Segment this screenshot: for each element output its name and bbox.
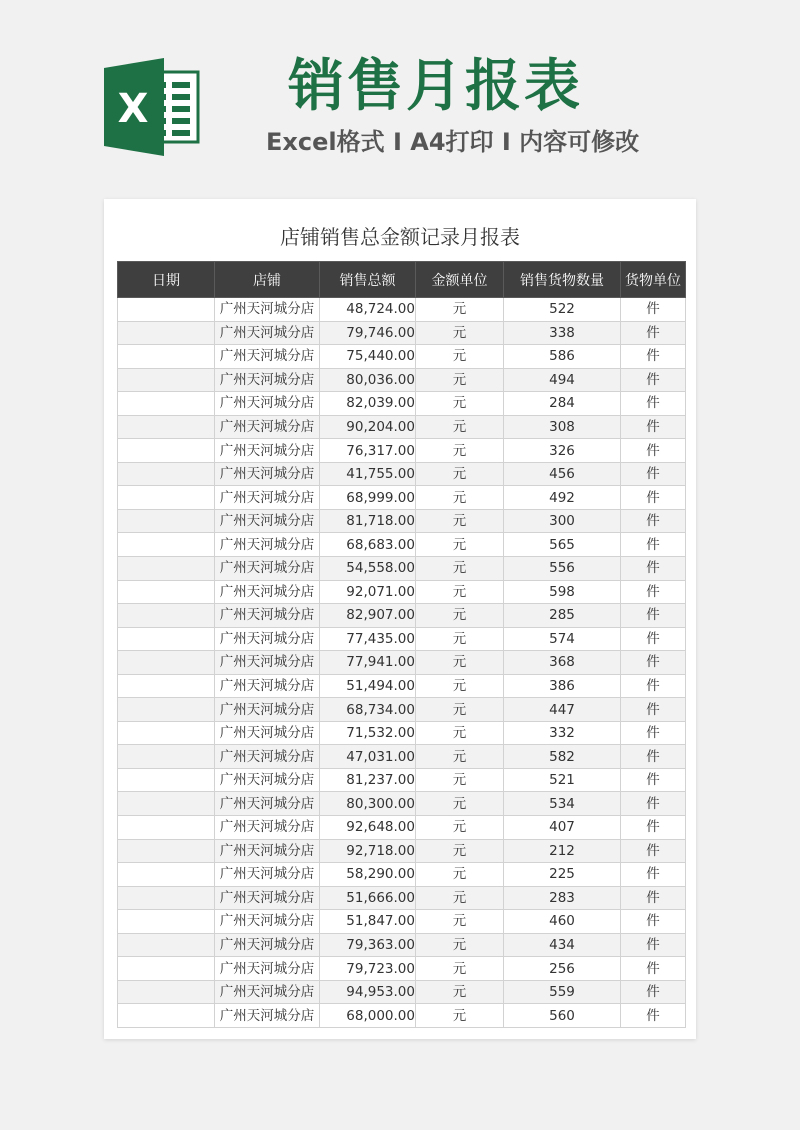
- cell-quantity-unit[interactable]: 件: [621, 721, 686, 745]
- cell-quantity-unit[interactable]: 件: [621, 933, 686, 957]
- cell-date[interactable]: [118, 580, 215, 604]
- table-header-row: [118, 262, 686, 298]
- cell-amount-unit[interactable]: 元: [416, 627, 504, 651]
- table-row: [118, 816, 686, 840]
- cell-amount-unit[interactable]: 元: [416, 486, 504, 510]
- cell-store[interactable]: 广州天河城分店: [215, 604, 320, 628]
- cell-quantity[interactable]: 326: [504, 439, 621, 463]
- cell-store[interactable]: 广州天河城分店: [215, 533, 320, 557]
- cell-quantity[interactable]: 386: [504, 674, 621, 698]
- table-row: [118, 580, 686, 604]
- cell-store[interactable]: 广州天河城分店: [215, 768, 320, 792]
- table-row: [118, 980, 686, 1004]
- cell-amount[interactable]: 75,440.00: [320, 345, 416, 369]
- cell-quantity[interactable]: 521: [504, 768, 621, 792]
- cell-date[interactable]: [118, 368, 215, 392]
- cell-date[interactable]: [118, 415, 215, 439]
- cell-quantity-unit[interactable]: 件: [621, 745, 686, 769]
- cell-quantity[interactable]: 212: [504, 839, 621, 863]
- excel-logo-letter: X: [117, 86, 149, 132]
- cell-date[interactable]: [118, 1004, 215, 1028]
- cell-amount-unit[interactable]: 元: [416, 345, 504, 369]
- cell-amount-unit[interactable]: 元: [416, 768, 504, 792]
- table-row: [118, 886, 686, 910]
- table-body: [118, 298, 686, 1028]
- cell-quantity-unit[interactable]: 件: [621, 768, 686, 792]
- cell-date[interactable]: [118, 557, 215, 581]
- cell-quantity[interactable]: 494: [504, 368, 621, 392]
- table-row: [118, 745, 686, 769]
- cell-store[interactable]: 广州天河城分店: [215, 792, 320, 816]
- cell-amount[interactable]: 68,683.00: [320, 533, 416, 557]
- table-row: [118, 863, 686, 887]
- cell-store[interactable]: 广州天河城分店: [215, 674, 320, 698]
- cell-date[interactable]: [118, 698, 215, 722]
- cell-quantity-unit[interactable]: 件: [621, 439, 686, 463]
- cell-amount[interactable]: 94,953.00: [320, 980, 416, 1004]
- cell-quantity[interactable]: 308: [504, 415, 621, 439]
- cell-amount[interactable]: 92,071.00: [320, 580, 416, 604]
- cell-store[interactable]: 广州天河城分店: [215, 580, 320, 604]
- cell-store[interactable]: 广州天河城分店: [215, 439, 320, 463]
- table-row: [118, 533, 686, 557]
- cell-quantity-unit[interactable]: 件: [621, 839, 686, 863]
- cell-amount-unit[interactable]: 元: [416, 792, 504, 816]
- cell-store[interactable]: 广州天河城分店: [215, 509, 320, 533]
- cell-date[interactable]: [118, 839, 215, 863]
- cell-date[interactable]: [118, 345, 215, 369]
- cell-quantity[interactable]: 283: [504, 886, 621, 910]
- column-header-quantity: 销售货物数量: [504, 262, 621, 298]
- cell-amount[interactable]: 79,363.00: [320, 933, 416, 957]
- cell-amount-unit[interactable]: 元: [416, 462, 504, 486]
- cell-quantity-unit[interactable]: 件: [621, 557, 686, 581]
- cell-date[interactable]: [118, 768, 215, 792]
- cell-quantity[interactable]: 407: [504, 816, 621, 840]
- cell-store[interactable]: 广州天河城分店: [215, 980, 320, 1004]
- cell-quantity-unit[interactable]: 件: [621, 392, 686, 416]
- cell-date[interactable]: [118, 674, 215, 698]
- table-row: [118, 839, 686, 863]
- cell-quantity[interactable]: 534: [504, 792, 621, 816]
- cell-amount-unit[interactable]: 元: [416, 816, 504, 840]
- cell-amount[interactable]: 82,039.00: [320, 392, 416, 416]
- cell-amount[interactable]: 79,723.00: [320, 957, 416, 981]
- cell-quantity-unit[interactable]: 件: [621, 321, 686, 345]
- cell-store[interactable]: 广州天河城分店: [215, 368, 320, 392]
- cell-date[interactable]: [118, 745, 215, 769]
- cell-date[interactable]: [118, 604, 215, 628]
- cell-quantity-unit[interactable]: 件: [621, 486, 686, 510]
- cell-store[interactable]: 广州天河城分店: [215, 415, 320, 439]
- table-row: [118, 651, 686, 675]
- cell-quantity-unit[interactable]: 件: [621, 509, 686, 533]
- cell-store[interactable]: 广州天河城分店: [215, 721, 320, 745]
- subtitle: Excel格式 I A4打印 I 内容可修改: [266, 128, 640, 156]
- cell-store[interactable]: 广州天河城分店: [215, 462, 320, 486]
- cell-quantity-unit[interactable]: 件: [621, 816, 686, 840]
- cell-quantity[interactable]: 460: [504, 910, 621, 934]
- cell-quantity[interactable]: 556: [504, 557, 621, 581]
- column-header-amount-unit: 金额单位: [416, 262, 504, 298]
- cell-amount[interactable]: 51,666.00: [320, 886, 416, 910]
- cell-quantity-unit[interactable]: 件: [621, 957, 686, 981]
- cell-quantity[interactable]: 447: [504, 698, 621, 722]
- cell-store[interactable]: 广州天河城分店: [215, 557, 320, 581]
- cell-quantity[interactable]: 492: [504, 486, 621, 510]
- table-row: [118, 698, 686, 722]
- table-row: [118, 933, 686, 957]
- cell-store[interactable]: 广州天河城分店: [215, 933, 320, 957]
- column-header-store: 店铺: [215, 262, 320, 298]
- cell-quantity-unit[interactable]: 件: [621, 604, 686, 628]
- cell-quantity[interactable]: 582: [504, 745, 621, 769]
- cell-amount-unit[interactable]: 元: [416, 321, 504, 345]
- cell-amount[interactable]: 92,648.00: [320, 816, 416, 840]
- cell-amount-unit[interactable]: 元: [416, 933, 504, 957]
- cell-quantity-unit[interactable]: 件: [621, 674, 686, 698]
- cell-amount[interactable]: 77,941.00: [320, 651, 416, 675]
- cell-amount[interactable]: 58,290.00: [320, 863, 416, 887]
- cell-quantity-unit[interactable]: 件: [621, 1004, 686, 1028]
- cell-store[interactable]: 广州天河城分店: [215, 839, 320, 863]
- cell-amount[interactable]: 47,031.00: [320, 745, 416, 769]
- cell-store[interactable]: 广州天河城分店: [215, 486, 320, 510]
- table-row: [118, 345, 686, 369]
- cell-amount[interactable]: 76,317.00: [320, 439, 416, 463]
- cell-amount[interactable]: 80,300.00: [320, 792, 416, 816]
- cell-amount-unit[interactable]: 元: [416, 298, 504, 322]
- table-row: [118, 627, 686, 651]
- cell-date[interactable]: [118, 627, 215, 651]
- cell-amount-unit[interactable]: 元: [416, 980, 504, 1004]
- cell-quantity-unit[interactable]: 件: [621, 298, 686, 322]
- table-row: [118, 721, 686, 745]
- table-row: [118, 1004, 686, 1028]
- cell-amount-unit[interactable]: 元: [416, 957, 504, 981]
- cell-quantity-unit[interactable]: 件: [621, 863, 686, 887]
- main-title: 销售月报表: [288, 54, 583, 119]
- cell-store[interactable]: 广州天河城分店: [215, 345, 320, 369]
- column-header-quantity-unit: 货物单位: [621, 262, 686, 298]
- cell-amount[interactable]: 90,204.00: [320, 415, 416, 439]
- cell-date[interactable]: [118, 980, 215, 1004]
- cell-store[interactable]: 广州天河城分店: [215, 886, 320, 910]
- cell-quantity-unit[interactable]: 件: [621, 651, 686, 675]
- cell-amount-unit[interactable]: 元: [416, 698, 504, 722]
- cell-store[interactable]: 广州天河城分店: [215, 863, 320, 887]
- cell-quantity[interactable]: 284: [504, 392, 621, 416]
- cell-quantity[interactable]: 560: [504, 1004, 621, 1028]
- cell-amount-unit[interactable]: 元: [416, 651, 504, 675]
- cell-quantity[interactable]: 522: [504, 298, 621, 322]
- cell-amount[interactable]: 41,755.00: [320, 462, 416, 486]
- cell-quantity-unit[interactable]: 件: [621, 345, 686, 369]
- table-row: [118, 439, 686, 463]
- cell-amount-unit[interactable]: 元: [416, 415, 504, 439]
- cell-date[interactable]: [118, 486, 215, 510]
- cell-amount-unit[interactable]: 元: [416, 863, 504, 887]
- table-row: [118, 910, 686, 934]
- sheet-title: 店铺销售总金额记录月报表: [280, 225, 520, 249]
- cell-date[interactable]: [118, 298, 215, 322]
- cell-amount[interactable]: 54,558.00: [320, 557, 416, 581]
- table-row: [118, 674, 686, 698]
- cell-amount-unit[interactable]: 元: [416, 557, 504, 581]
- table-row: [118, 415, 686, 439]
- cell-date[interactable]: [118, 462, 215, 486]
- cell-amount[interactable]: 68,000.00: [320, 1004, 416, 1028]
- cell-amount-unit[interactable]: 元: [416, 604, 504, 628]
- table-row: [118, 462, 686, 486]
- cell-amount-unit[interactable]: 元: [416, 509, 504, 533]
- cell-quantity[interactable]: 434: [504, 933, 621, 957]
- cell-store[interactable]: 广州天河城分店: [215, 627, 320, 651]
- cell-amount-unit[interactable]: 元: [416, 392, 504, 416]
- cell-quantity-unit[interactable]: 件: [621, 627, 686, 651]
- table-row: [118, 768, 686, 792]
- cell-date[interactable]: [118, 933, 215, 957]
- cell-date[interactable]: [118, 957, 215, 981]
- cell-quantity[interactable]: 368: [504, 651, 621, 675]
- table-row: [118, 298, 686, 322]
- cell-quantity[interactable]: 456: [504, 462, 621, 486]
- cell-store[interactable]: 广州天河城分店: [215, 298, 320, 322]
- cell-store[interactable]: 广州天河城分店: [215, 957, 320, 981]
- cell-date[interactable]: [118, 816, 215, 840]
- cell-date[interactable]: [118, 509, 215, 533]
- cell-quantity[interactable]: 225: [504, 863, 621, 887]
- cell-quantity[interactable]: 300: [504, 509, 621, 533]
- cell-amount[interactable]: 81,718.00: [320, 509, 416, 533]
- cell-date[interactable]: [118, 533, 215, 557]
- cell-quantity-unit[interactable]: 件: [621, 415, 686, 439]
- cell-amount[interactable]: 80,036.00: [320, 368, 416, 392]
- cell-date[interactable]: [118, 439, 215, 463]
- cell-date[interactable]: [118, 792, 215, 816]
- cell-amount[interactable]: 51,494.00: [320, 674, 416, 698]
- cell-quantity-unit[interactable]: 件: [621, 886, 686, 910]
- cell-amount[interactable]: 51,847.00: [320, 910, 416, 934]
- table-row: [118, 792, 686, 816]
- cell-amount[interactable]: 92,718.00: [320, 839, 416, 863]
- table-row: [118, 392, 686, 416]
- column-header-date: 日期: [118, 262, 215, 298]
- cell-quantity[interactable]: 338: [504, 321, 621, 345]
- cell-quantity[interactable]: 256: [504, 957, 621, 981]
- cell-quantity[interactable]: 598: [504, 580, 621, 604]
- page-header: [0, 0, 800, 200]
- cell-store[interactable]: 广州天河城分店: [215, 816, 320, 840]
- cell-quantity-unit[interactable]: 件: [621, 368, 686, 392]
- cell-quantity[interactable]: 574: [504, 627, 621, 651]
- cell-amount-unit[interactable]: 元: [416, 839, 504, 863]
- cell-quantity-unit[interactable]: 件: [621, 698, 686, 722]
- table-row: [118, 321, 686, 345]
- cell-amount[interactable]: 82,907.00: [320, 604, 416, 628]
- column-header-amount: 销售总额: [320, 262, 416, 298]
- cell-amount-unit[interactable]: 元: [416, 533, 504, 557]
- cell-date[interactable]: [118, 863, 215, 887]
- table-row: [118, 604, 686, 628]
- cell-date[interactable]: [118, 321, 215, 345]
- cell-quantity[interactable]: 559: [504, 980, 621, 1004]
- table-row: [118, 557, 686, 581]
- table-row: [118, 957, 686, 981]
- cell-amount[interactable]: 68,734.00: [320, 698, 416, 722]
- cell-store[interactable]: 广州天河城分店: [215, 698, 320, 722]
- cell-quantity-unit[interactable]: 件: [621, 980, 686, 1004]
- cell-quantity[interactable]: 332: [504, 721, 621, 745]
- cell-amount[interactable]: 48,724.00: [320, 298, 416, 322]
- cell-date[interactable]: [118, 910, 215, 934]
- cell-quantity-unit[interactable]: 件: [621, 462, 686, 486]
- table-row: [118, 509, 686, 533]
- cell-amount-unit[interactable]: 元: [416, 580, 504, 604]
- cell-amount[interactable]: 71,532.00: [320, 721, 416, 745]
- cell-amount[interactable]: 79,746.00: [320, 321, 416, 345]
- cell-quantity[interactable]: 565: [504, 533, 621, 557]
- cell-amount[interactable]: 68,999.00: [320, 486, 416, 510]
- cell-date[interactable]: [118, 886, 215, 910]
- cell-quantity-unit[interactable]: 件: [621, 533, 686, 557]
- table-row: [118, 486, 686, 510]
- table-row: [118, 368, 686, 392]
- cell-amount-unit[interactable]: 元: [416, 886, 504, 910]
- cell-quantity-unit[interactable]: 件: [621, 910, 686, 934]
- report-sheet: [104, 199, 696, 1039]
- cell-amount-unit[interactable]: 元: [416, 674, 504, 698]
- cell-amount-unit[interactable]: 元: [416, 1004, 504, 1028]
- cell-quantity[interactable]: 285: [504, 604, 621, 628]
- cell-amount-unit[interactable]: 元: [416, 368, 504, 392]
- cell-store[interactable]: 广州天河城分店: [215, 745, 320, 769]
- sales-table: [117, 261, 686, 1028]
- cell-amount-unit[interactable]: 元: [416, 745, 504, 769]
- cell-store[interactable]: 广州天河城分店: [215, 321, 320, 345]
- excel-icon: [104, 58, 204, 156]
- cell-amount-unit[interactable]: 元: [416, 721, 504, 745]
- cell-amount[interactable]: 77,435.00: [320, 627, 416, 651]
- cell-store[interactable]: 广州天河城分店: [215, 651, 320, 675]
- cell-amount-unit[interactable]: 元: [416, 439, 504, 463]
- cell-store[interactable]: 广州天河城分店: [215, 910, 320, 934]
- cell-quantity-unit[interactable]: 件: [621, 580, 686, 604]
- cell-date[interactable]: [118, 651, 215, 675]
- cell-amount-unit[interactable]: 元: [416, 910, 504, 934]
- cell-date[interactable]: [118, 392, 215, 416]
- cell-store[interactable]: 广州天河城分店: [215, 392, 320, 416]
- cell-quantity-unit[interactable]: 件: [621, 792, 686, 816]
- cell-store[interactable]: 广州天河城分店: [215, 1004, 320, 1028]
- cell-amount[interactable]: 81,237.00: [320, 768, 416, 792]
- cell-date[interactable]: [118, 721, 215, 745]
- cell-quantity[interactable]: 586: [504, 345, 621, 369]
